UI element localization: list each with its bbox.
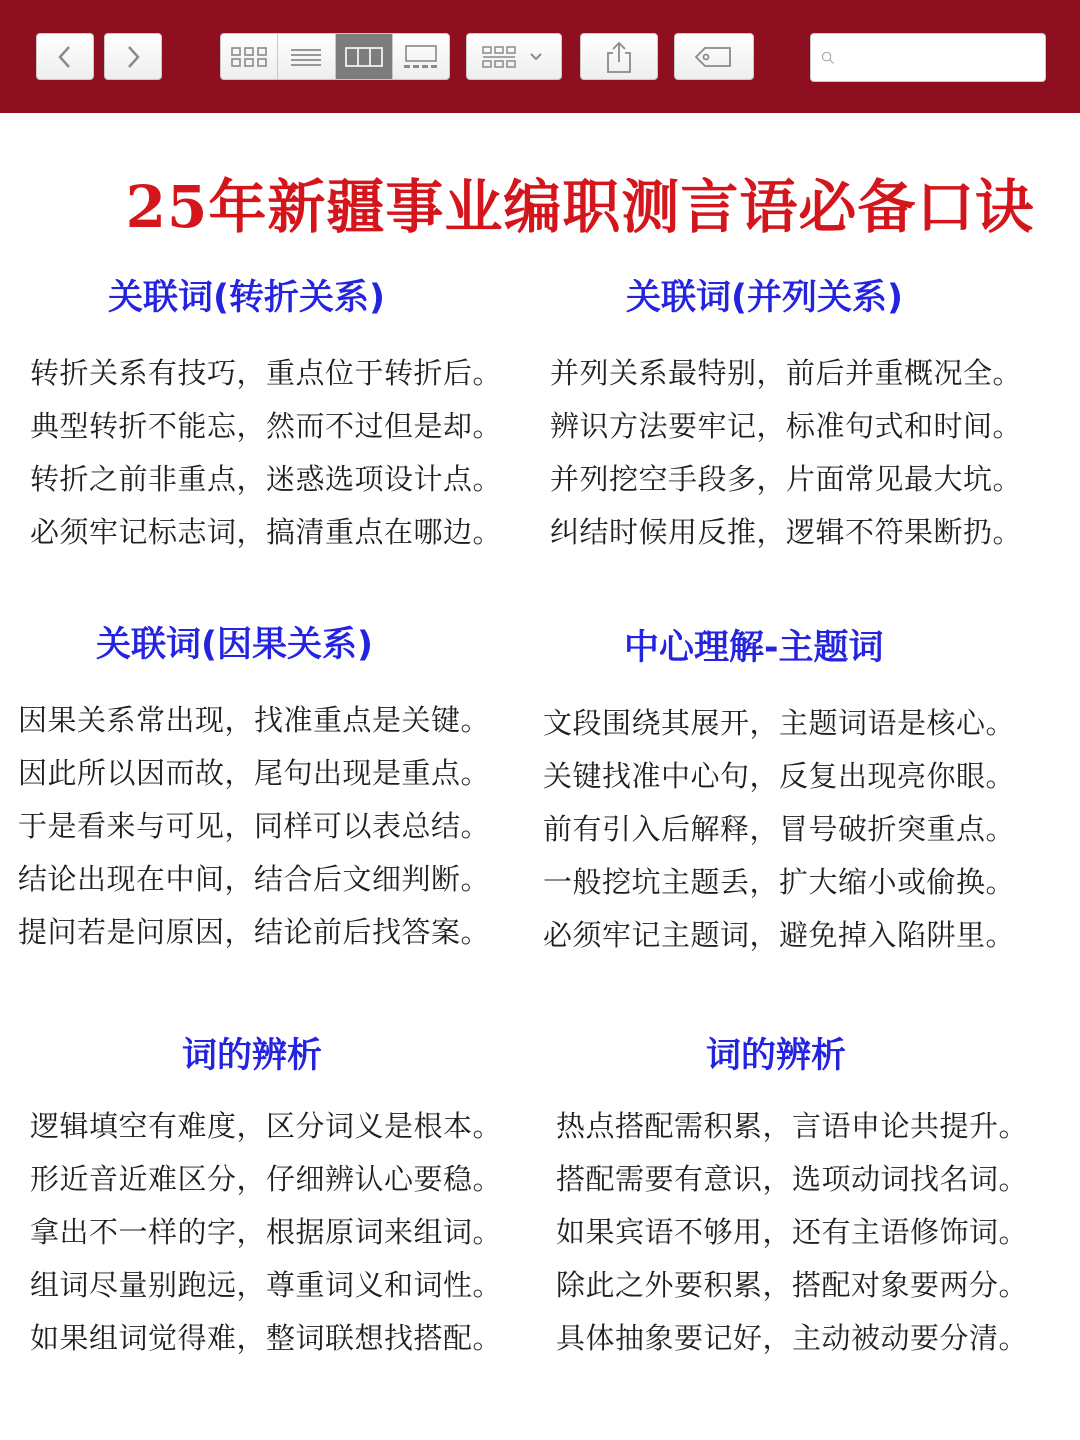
document-title: 25年新疆事业编职测言语必备口诀 <box>125 173 1035 241</box>
chevron-left-icon <box>56 44 74 70</box>
verse-line: 结论出现在中间，结合后文细判断。 <box>18 862 491 896</box>
verse-line: 因果关系常出现，找准重点是关键。 <box>18 703 491 737</box>
forward-button[interactable] <box>104 33 162 80</box>
section-heading-theme-word: 中心理解-主题词 <box>624 628 884 668</box>
verse-line: 拿出不一样的字，根据原词来组词。 <box>30 1215 503 1249</box>
section-heading-causal: 关联词(因果关系) <box>96 625 373 665</box>
verse-line: 热点搭配需积累，言语申论共提升。 <box>556 1109 1029 1143</box>
section-body-word-analysis-right <box>556 1100 1028 1365</box>
section-body-contrast <box>30 347 502 559</box>
verse-line: 形近音近难区分，仔细辨认心要稳。 <box>30 1162 503 1196</box>
verse-line: 除此之外要积累，搭配对象要两分。 <box>556 1268 1029 1302</box>
verse-line: 必须牢记标志词，搞清重点在哪边。 <box>30 515 503 549</box>
section-body-theme-word <box>543 697 1015 962</box>
section-heading-parallel: 关联词(并列关系) <box>626 278 903 318</box>
group-by-icon <box>479 44 549 70</box>
verse-line: 一般挖坑主题丢，扩大缩小或偷换。 <box>543 865 1016 899</box>
section-heading-word-analysis-left: 词的辨析 <box>182 1036 323 1076</box>
verse-line: 转折之前非重点，迷惑选项设计点。 <box>30 462 503 496</box>
share-icon <box>604 40 634 74</box>
grid-view-icon <box>229 45 269 69</box>
verse-line: 辨识方法要牢记，标准句式和时间。 <box>550 409 1023 443</box>
verse-line: 必须牢记主题词，避免掉入陷阱里。 <box>543 918 1016 952</box>
view-list-button[interactable] <box>278 34 335 79</box>
verse-line: 文段围绕其展开，主题词语是核心。 <box>543 706 1016 740</box>
chevron-right-icon <box>124 44 142 70</box>
window-toolbar <box>0 0 1080 113</box>
view-mode-control <box>220 33 450 80</box>
verse-line: 如果组词觉得难，整词联想找搭配。 <box>30 1321 503 1355</box>
tag-button[interactable] <box>674 33 754 80</box>
gallery-view-icon <box>401 44 441 70</box>
column-view-icon <box>344 45 384 69</box>
verse-line: 组词尽量别跑远，尊重词义和词性。 <box>30 1268 503 1302</box>
list-view-icon <box>289 45 323 69</box>
search-input[interactable] <box>841 42 1045 74</box>
section-body-causal <box>18 694 490 959</box>
verse-line: 具体抽象要记好，主动被动要分清。 <box>556 1321 1029 1355</box>
view-gallery-button[interactable] <box>393 34 449 79</box>
verse-line: 转折关系有技巧，重点位于转折后。 <box>30 356 503 390</box>
section-heading-word-analysis-right: 词的辨析 <box>706 1036 847 1076</box>
verse-line: 纠结时候用反推，逻辑不符果断扔。 <box>550 515 1023 549</box>
verse-line: 并列关系最特别，前后并重概况全。 <box>550 356 1023 390</box>
verse-line: 并列挖空手段多，片面常见最大坑。 <box>550 462 1023 496</box>
verse-line: 如果宾语不够用，还有主语修饰词。 <box>556 1215 1029 1249</box>
verse-line: 因此所以因而故，尾句出现是重点。 <box>18 756 491 790</box>
view-grid-button[interactable] <box>221 34 278 79</box>
section-body-parallel <box>550 347 1022 559</box>
view-column-button[interactable] <box>336 34 393 79</box>
group-by-button[interactable] <box>466 33 562 80</box>
back-button[interactable] <box>36 33 94 80</box>
verse-line: 关键找准中心句，反复出现亮你眼。 <box>543 759 1016 793</box>
verse-line: 搭配需要有意识，选项动词找名词。 <box>556 1162 1029 1196</box>
share-button[interactable] <box>580 33 658 80</box>
verse-line: 前有引入后解释，冒号破折突重点。 <box>543 812 1016 846</box>
section-heading-contrast: 关联词(转折关系) <box>108 278 385 318</box>
search-icon <box>821 43 835 73</box>
tag-icon <box>693 44 735 70</box>
search-field[interactable] <box>810 33 1046 82</box>
verse-line: 于是看来与可见，同样可以表总结。 <box>18 809 491 843</box>
verse-line: 逻辑填空有难度，区分词义是根本。 <box>30 1109 503 1143</box>
section-body-word-analysis-left <box>30 1100 502 1365</box>
verse-line: 提问若是问原因，结论前后找答案。 <box>18 915 491 949</box>
verse-line: 典型转折不能忘，然而不过但是却。 <box>30 409 503 443</box>
